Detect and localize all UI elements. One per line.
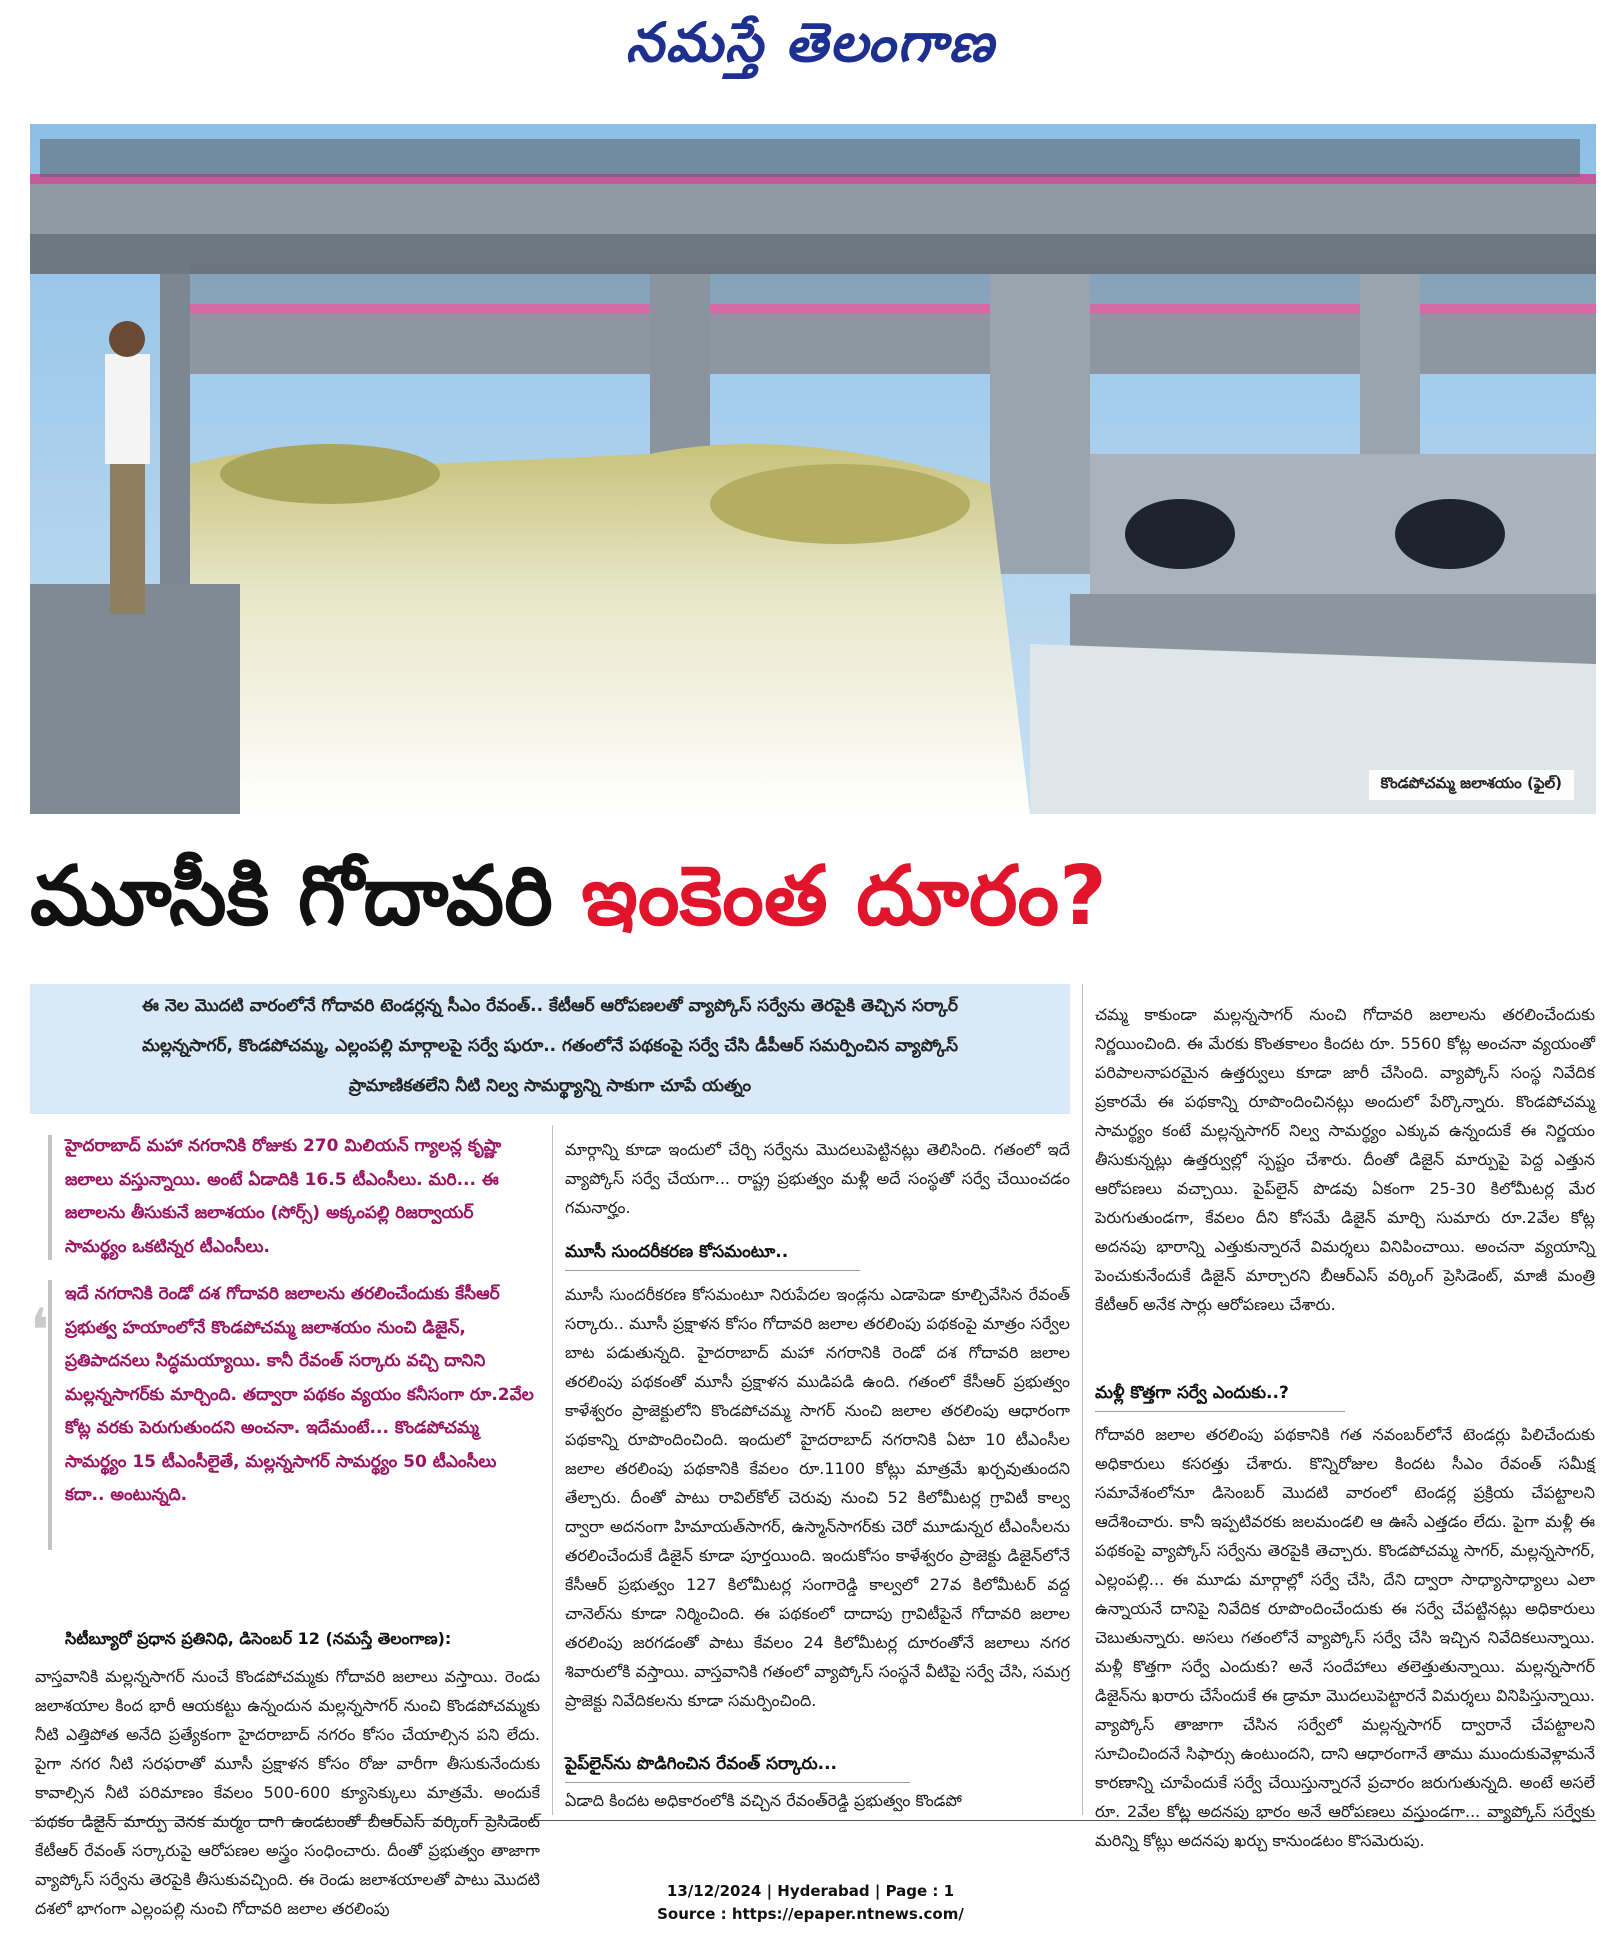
footer-source: Source : https://epaper.ntnews.com/	[657, 1905, 964, 1923]
column-3-top	[1095, 1000, 1595, 1370]
col2-subhead-1-rule	[565, 1270, 860, 1271]
headline-part1: మూసీకి గోదావరి	[30, 849, 553, 944]
col2-para-top: మార్గాన్ని కూడా ఇందులో చేర్చి సర్వేను మొదలుపెట్టినట్లు తెలిసింది. గతంలో ఇదే వ్యాప్కోస్ సర్వే చేయగా... రాష్ట్ర ప్రభుత్వం మళ్లీ అదే సంస్థతో సర్వే చేయించడం గమనార్హం.	[565, 1140, 1070, 1217]
col1-para: వాస్తవానికి మల్లన్నసాగర్ నుంచే కొండపోచమ్మకు గోదావరి జలాలు వస్తాయి. రెండు జలాశయాల కింద భారీ ఆయకట్టు ఉన్నందున మల్లన్నసాగర్ నుంచి కొండపోచమ్మకు నీటి ఎత్తిపోత అనేది ప్రత్యేకంగా హైదరాబాద్ నగరం కోసం చేయాల్సిన పని లేదు. పైగా నగర నీటి సరఫరాతో మూసీ ప్రక్షాళన కోసం రోజు వారీగా తీసుకునేందుకు కావాల్సిన నీటి పరిమాణం కేవలం 500-600 క్యూసెక్కులు మాత్రమే. అందుకే పథకం డిజైన్ మార్పు వెనక మర్మం దాగి ఉండటంతో బీఆర్ఎస్ వర్కింగ్ ప్రెసిడెంట్ కేటీఆర్ రేవంత్ సర్కారుపై ఆరోపణల అస్త్రం సంధించారు. దీంతో ప్రభుత్వం తాజాగా వ్యాప్కోస్ సర్వేను తెరపైకి తీసుకువచ్చింది. ఈ రెండు జలాశయాలతో పాటు మొదటి దశలో భాగంగా ఎల్లంపల్లి నుంచి గోదావరి జలాల తరలింపు	[35, 1667, 540, 1918]
photo-caption: కొండపోచమ్మ జలాశయం (ఫైల్)	[1369, 770, 1574, 800]
col3-subhead: మళ్లీ కొత్తగా సర్వే ఎందుకు..?	[1095, 1383, 1289, 1403]
deck-line-2: మల్లన్నసాగర్, కొండపోచమ్మ, ఎల్లంపల్లి మార్గాలపై సర్వే షురూ.. గతంలోనే పథకంపై సర్వే చేసి డీపీఆర్ సమర్పించిన వ్యాప్కోస్	[141, 1036, 959, 1056]
intro-para-1: హైదరాబాద్ మహా నగరానికి రోజుకు 270 మిలియన్ గ్యాలన్ల కృష్ణా జలాలు వస్తున్నాయి. అంటే ఏడాదికి 16.5 టీఎంసీలు. మరి... ఈ జలాలను తీసుకునే జలాశయం (సోర్స్) అక్కంపల్లి రిజర్వాయర్ సామర్థ్యం ఒకటిన్నర టీఎంసీలు.	[65, 1136, 502, 1257]
deck-box	[30, 984, 1070, 1114]
headline-part2: ఇంకెంత దూరం?	[581, 849, 1107, 944]
column-1-body	[35, 1662, 540, 1918]
col3-para-bot: గోదావరి జలాల తరలింపు పథకానికి గత నవంబర్‌లోనే టెండర్లు పిలిచేందుకు అధికారులు కసరత్తు చేశారు. కొన్నిరోజుల కిందట సీఎం రేవంత్ సమీక్ష సమావేశంలోనూ డిసెంబర్ మొదటి వారంలో టెండర్ల ప్రక్రియ చేపట్టాలని ఆదేశించారు. కానీ ఇప్పటివరకు జలమండలి ఆ ఊసే ఎత్తడం లేదు. పైగా మళ్లీ ఈ పథకంపై వ్యాప్కోస్ సర్వేను తెరపైకి తెచ్చారు. కొండపోచమ్మ సాగర్, మల్లన్నసాగర్, ఎల్లంపల్లి... ఈ మూడు మార్గాల్లో సర్వే చేసి, దేని ద్వారా సాధ్యాసాధ్యాలు ఎలా ఉన్నాయనే దానిపై నివేదిక రూపొందించేందుకు ఈ సర్వే చేపట్టినట్లు అధికారులు చెబుతున్నారు. అసలు గతంలోనే వ్యాప్కోస్ సర్వే చేసి ఇచ్చిన నివేదికలున్నాయి. మళ్లీ కొత్తగా సర్వే ఎందుకు? అనే సందేహాలు తలెత్తుతున్నాయి. మల్లన్నసాగర్ డిజైన్‌ను ఖరారు చేసేందుకే ఈ డ్రామా మొదలుపెట్టారనే విమర్శలు వినిపిస్తున్నాయి. వ్యాప్కోస్ తాజాగా చేసిన సర్వేలో మల్లన్నసాగర్ ద్వారానే చేపట్టాలని సూచించిందనే సిఫార్సు ఉంటుందని, దాని ఆధారంగానే తాము ముందుకువెళ్లామనే కారణాన్ని చూపేందుకే సర్వే చేయిస్తున్నారనే ప్రచారం జరుగుతున్నది. అంటే అసలే రూ. 2వేల కోట్ల అదనపు భారం అనే ఆరోపణలు వస్తుండగా... వ్యాప్కోస్ సర్వేకు మరిన్ని కోట్లు అదనపు ఖర్చు కానుండటం కొసమెరుపు.	[1095, 1425, 1595, 1850]
column-2-top	[565, 1135, 1070, 1230]
col2-para-mid: మూసీ సుందరీకరణ కోసమంటూ నిరుపేదల ఇండ్లను ఎడాపెడా కూల్చివేసిన రేవంత్ సర్కారు.. మూసీ ప్రక్షాళన కోసం గోదావరి జలాల తరలింపు పథకంపై మాత్రం సర్వేల బాట పడుతున్నది. హైదరాబాద్ మహా నగరానికి రెండో దశ గోదావరి జలాల తరలింపు పథకంతో మూసీ ప్రక్షాళన ముడిపడి ఉంది. గతంలో కేసీఆర్ ప్రభుత్వం కాళేశ్వరం ప్రాజెక్టులోని కొండపోచమ్మ సాగర్ నుంచి జలాల తరలింపు ఆధారంగా పథకాన్ని రూపొందించింది. ఇందులో హైదరాబాద్ నగరానికి ఏటా 10 టీఎంసీల జలాల తరలింపు పథకానికి కేవలం రూ.1100 కోట్లు మాత్రమే ఖర్చవుతుందని తేల్చారు. దీంతో పాటు రావిల్‌కోల్ చెరువు నుంచి 52 కిలోమీటర్ల గ్రావిటీ కాల్వ ద్వారా అదనంగా హిమాయత్‌సాగర్, ఉస్మాన్‌సాగర్‌కు చెరో మూడున్నర టీఎంసీలను తరలించేందుకే డిజైన్ కూడా పూర్తయింది. ఇందుకోసం కాళేశ్వరం ప్రాజెక్టు డిజైన్‌లోనే కేసీఆర్ ప్రభుత్వం 127 కిలోమీటర్ల సంగారెడ్డి కాల్వలో 27వ కిలోమీటర్ వద్ద చానెల్‌ను కూడా నిర్మించింది. ఈ పథకంలో దాదాపు గ్రావిటీపైనే గోదావరి జలాల తరలింపు జరగడంతో పాటు కేవలం 24 కిలోమీటర్ల దూరంతోనే జలాలు నగర శివారులోకి వస్తాయి. వాస్తవానికి గతంలో వ్యాప్కోస్ సంస్థనే వీటిపై సర్వే చేసి, సమగ్ర ప్రాజెక్టు నివేదికలను కూడా సమర్పించింది.	[565, 1285, 1070, 1710]
deck-line-3: ప్రామాణికతలేని నీటి నిల్వ సామర్థ్యాన్ని సాకుగా చూపే యత్నం	[348, 1076, 752, 1096]
headline	[30, 842, 1596, 952]
col2-para-bot: ఏడాది కిందట అధికారంలోకి వచ్చిన రేవంత్‌రెడ్డి ప్రభుత్వం కొండపో	[565, 1791, 962, 1810]
column-2-mid	[565, 1280, 1070, 1745]
intro-para-2: ఇదే నగరానికి రెండో దశ గోదావరి జలాలను తరలించేందుకు కేసీఆర్ ప్రభుత్వ హయాంలోనే కొండపోచమ్మ జలాశయం నుంచి డిజైన్, ప్రతిపాదనలు సిద్ధమయ్యాయి. కానీ రేవంత్ సర్కారు వచ్చి దానిని మల్లన్నసాగర్‌కు మార్చింది. తద్వారా పథకం వ్యయం కనీసంగా రూ.2వేల కోట్ల వరకు పెరుగుతుందని అంచనా. ఇదేమంటే... కొండపోచమ్మ సామర్థ్యం 15 టీఎంసీలైతే, మల్లన్నసాగర్ సామర్థ్యం 50 టీఎంసీలు కదా.. అంటున్నది.	[65, 1284, 534, 1505]
footer-dateline: 13/12/2024 | Hyderabad | Page : 1	[666, 1882, 955, 1900]
col2-subhead-2: పైప్‌లైన్‌ను పొడిగించిన రేవంత్ సర్కారు...	[565, 1754, 838, 1774]
intro-block	[65, 1130, 535, 1513]
col2-subhead-2-rule	[565, 1782, 910, 1783]
col2-subhead-1: మూసీ సుందరీకరణ కోసమంటూ..	[565, 1242, 789, 1262]
masthead-title: నమస్తే తెలంగాణ	[625, 10, 996, 74]
dam-illustration	[30, 124, 1596, 814]
intro-bar-1	[48, 1135, 52, 1260]
col3-para-top: చమ్మ కాకుండా మల్లన్నసాగర్ నుంచి గోదావరి జలాలను తరలించేందుకు నిర్ణయించింది. ఈ మేరకు కొంతకాలం కిందట రూ. 5560 కోట్ల అంచనా వ్యయంతో పరిపాలనాపరమైన ఉత్తర్వులు కూడా జారీ చేసింది. వ్యాప్కోస్ సంస్థ నివేదిక ప్రకారమే ఈ పథకాన్ని రూపొందించినట్లు అందులో పేర్కొన్నారు. కొండపోచమ్మ సామర్థ్యం కంటే మల్లన్నసాగర్ నిల్వ సామర్థ్యం ఎక్కువ ఉన్నందుకే ఈ నిర్ణయం తీసుకున్నట్లు ఉత్తర్వుల్లో స్పష్టం చేశారు. దీంతో డిజైన్ మార్పుపై పెద్ద ఎత్తున ఆరోపణలు వచ్చాయి. పైప్‌లైన్ పొడవు ఏకంగా 25-30 కిలోమీటర్ల మేర పెరుగుతుండగా, కేవలం దీని కోసమే డిజైన్ మార్చి సుమారు రూ.2వేల కోట్ల అదనపు భారాన్ని ఎత్తుకున్నారనే విమర్శలు వినిపించాయి. అంచనా వ్యయాన్ని పెంచుకునేందుకే డిజైన్ మార్చారని బీఆర్ఎస్ వర్కింగ్ ప్రెసిడెంట్, మాజీ మంత్రి కేటీఆర్ అనేక సార్లు ఆరోపణలు చేశారు.	[1095, 1005, 1595, 1314]
masthead	[0, 10, 1621, 88]
col3-subhead-rule	[1095, 1411, 1345, 1412]
column-2-bot	[565, 1786, 1070, 1816]
quote-icon: ❛	[30, 1296, 50, 1366]
column-3-bot	[1095, 1420, 1595, 1850]
deck-line-1: ఈ నెల మొదటి వారంలోనే గోదావరి టెండర్లన్న సీఎం రేవంత్.. కేటీఆర్ ఆరోపణలతో వ్యాప్కోస్ సర్వేను తెరపైకి తెచ్చిన సర్కార్	[142, 996, 958, 1016]
column-divider-1	[552, 1125, 553, 1815]
lead-photo	[30, 124, 1596, 814]
column-divider-2	[1082, 984, 1083, 1815]
byline: సిటీబ్యూరో ప్రధాన ప్రతినిధి, డిసెంబర్ 12 (నమస్తే తెలంగాణ):	[65, 1629, 452, 1648]
